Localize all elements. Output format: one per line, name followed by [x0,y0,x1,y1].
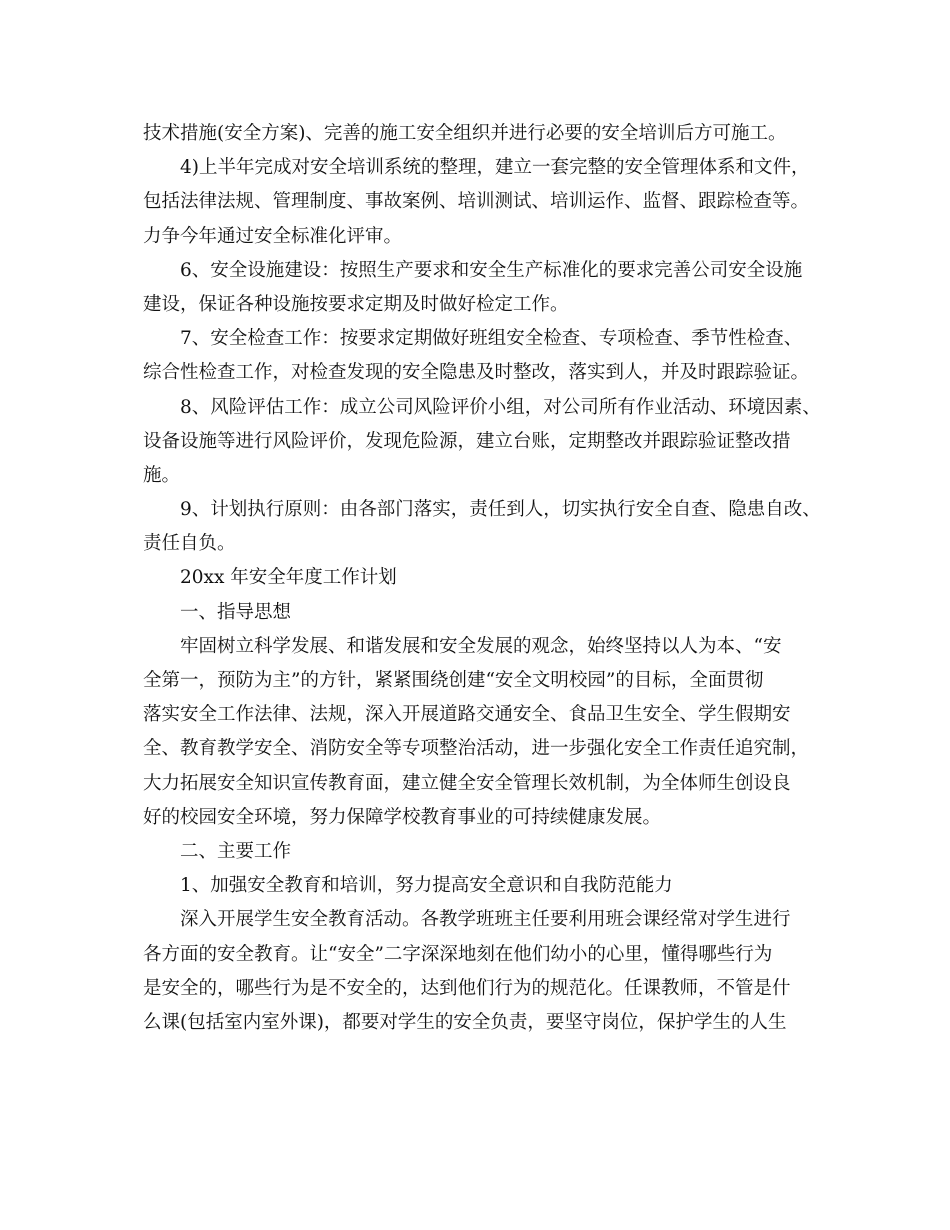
text-line: 深入开展学生安全教育活动。各教学班班主任要利用班会课经常对学生进行 [180,909,791,931]
text-line: 么课(包括室内室外课)，都要对学生的安全负责，要坚守岗位，保护学生的人生 [143,1011,787,1033]
text-line: 6、安全设施建设：按照生产要求和安全生产标准化的要求完善公司安全设施 [180,259,803,281]
text-line: 技术措施(安全方案)、完善的施工安全组织并进行必要的安全培训后方可施工。 [143,123,787,144]
section-heading: 二、主要工作 [180,840,292,862]
text-line: 全、教育教学安全、消防安全等专项整治活动，进一步强化安全工作责任追究制， [143,738,810,760]
text-line: 各方面的安全教育。让“安全”二字深深地刻在他们幼小的心里，懂得哪些行为 [143,943,773,965]
text-line: 包括法律法规、管理制度、事故案例、培训测试、培训运作、监督、跟踪检查等。 [143,191,810,213]
document-body [143,117,833,1040]
text-line: 牢固树立科学发展、和谐发展和安全发展的观念，始终坚持以人为本、“安 [180,635,782,657]
text-line: 力争今年通过安全标准化评审。 [143,225,403,247]
text-line: 7、安全检查工作：按要求定期做好班组安全检查、专项检查、季节性检查、 [180,328,803,350]
text-line: 8、风险评估工作：成立公司风险评价小组，对公司所有作业活动、环境因素、 [180,396,821,418]
text-line: 施。 [143,464,181,486]
section-heading: 一、指导思想 [180,601,292,623]
text-line: 综合性检查工作，对检查发现的安全隐患及时整改，落实到人，并及时跟踪验证。 [143,362,810,384]
text-line: 大力拓展安全知识宣传教育面，建立健全安全管理长效机制，为全体师生创设良 [143,772,791,794]
text-line: 建设，保证各种设施按要求定期及时做好检定工作。 [143,293,569,315]
text-line: 9、计划执行原则：由各部门落实，责任到人，切实执行安全自查、隐患自改、 [180,499,821,521]
text-line: 设备设施等进行风险评价，发现危险源，建立台账，定期整改并跟踪验证整改措 [143,430,791,452]
text-line: 是安全的，哪些行为是不安全的，达到他们行为的规范化。任课教师，不管是什 [143,977,791,999]
text-line: 责任自负。 [143,533,236,555]
section-heading: 20xx 年安全年度工作计划 [180,567,397,589]
text-line: 4)上半年完成对安全培训系统的整理，建立一套完整的安全管理体系和文件， [180,157,810,179]
text-line: 好的校园安全环境，努力保障学校教育事业的可持续健康发展。 [143,806,662,828]
text-line: 落实安全工作法律、法规，深入开展道路交通安全、食品卫生安全、学生假期安 [143,704,791,726]
subsection-heading: 1、加强安全教育和培训，努力提高安全意识和自我防范能力 [180,875,673,897]
text-line: 全第一，预防为主”的方针，紧紧围绕创建“安全文明校园”的目标，全面贯彻 [143,670,764,691]
